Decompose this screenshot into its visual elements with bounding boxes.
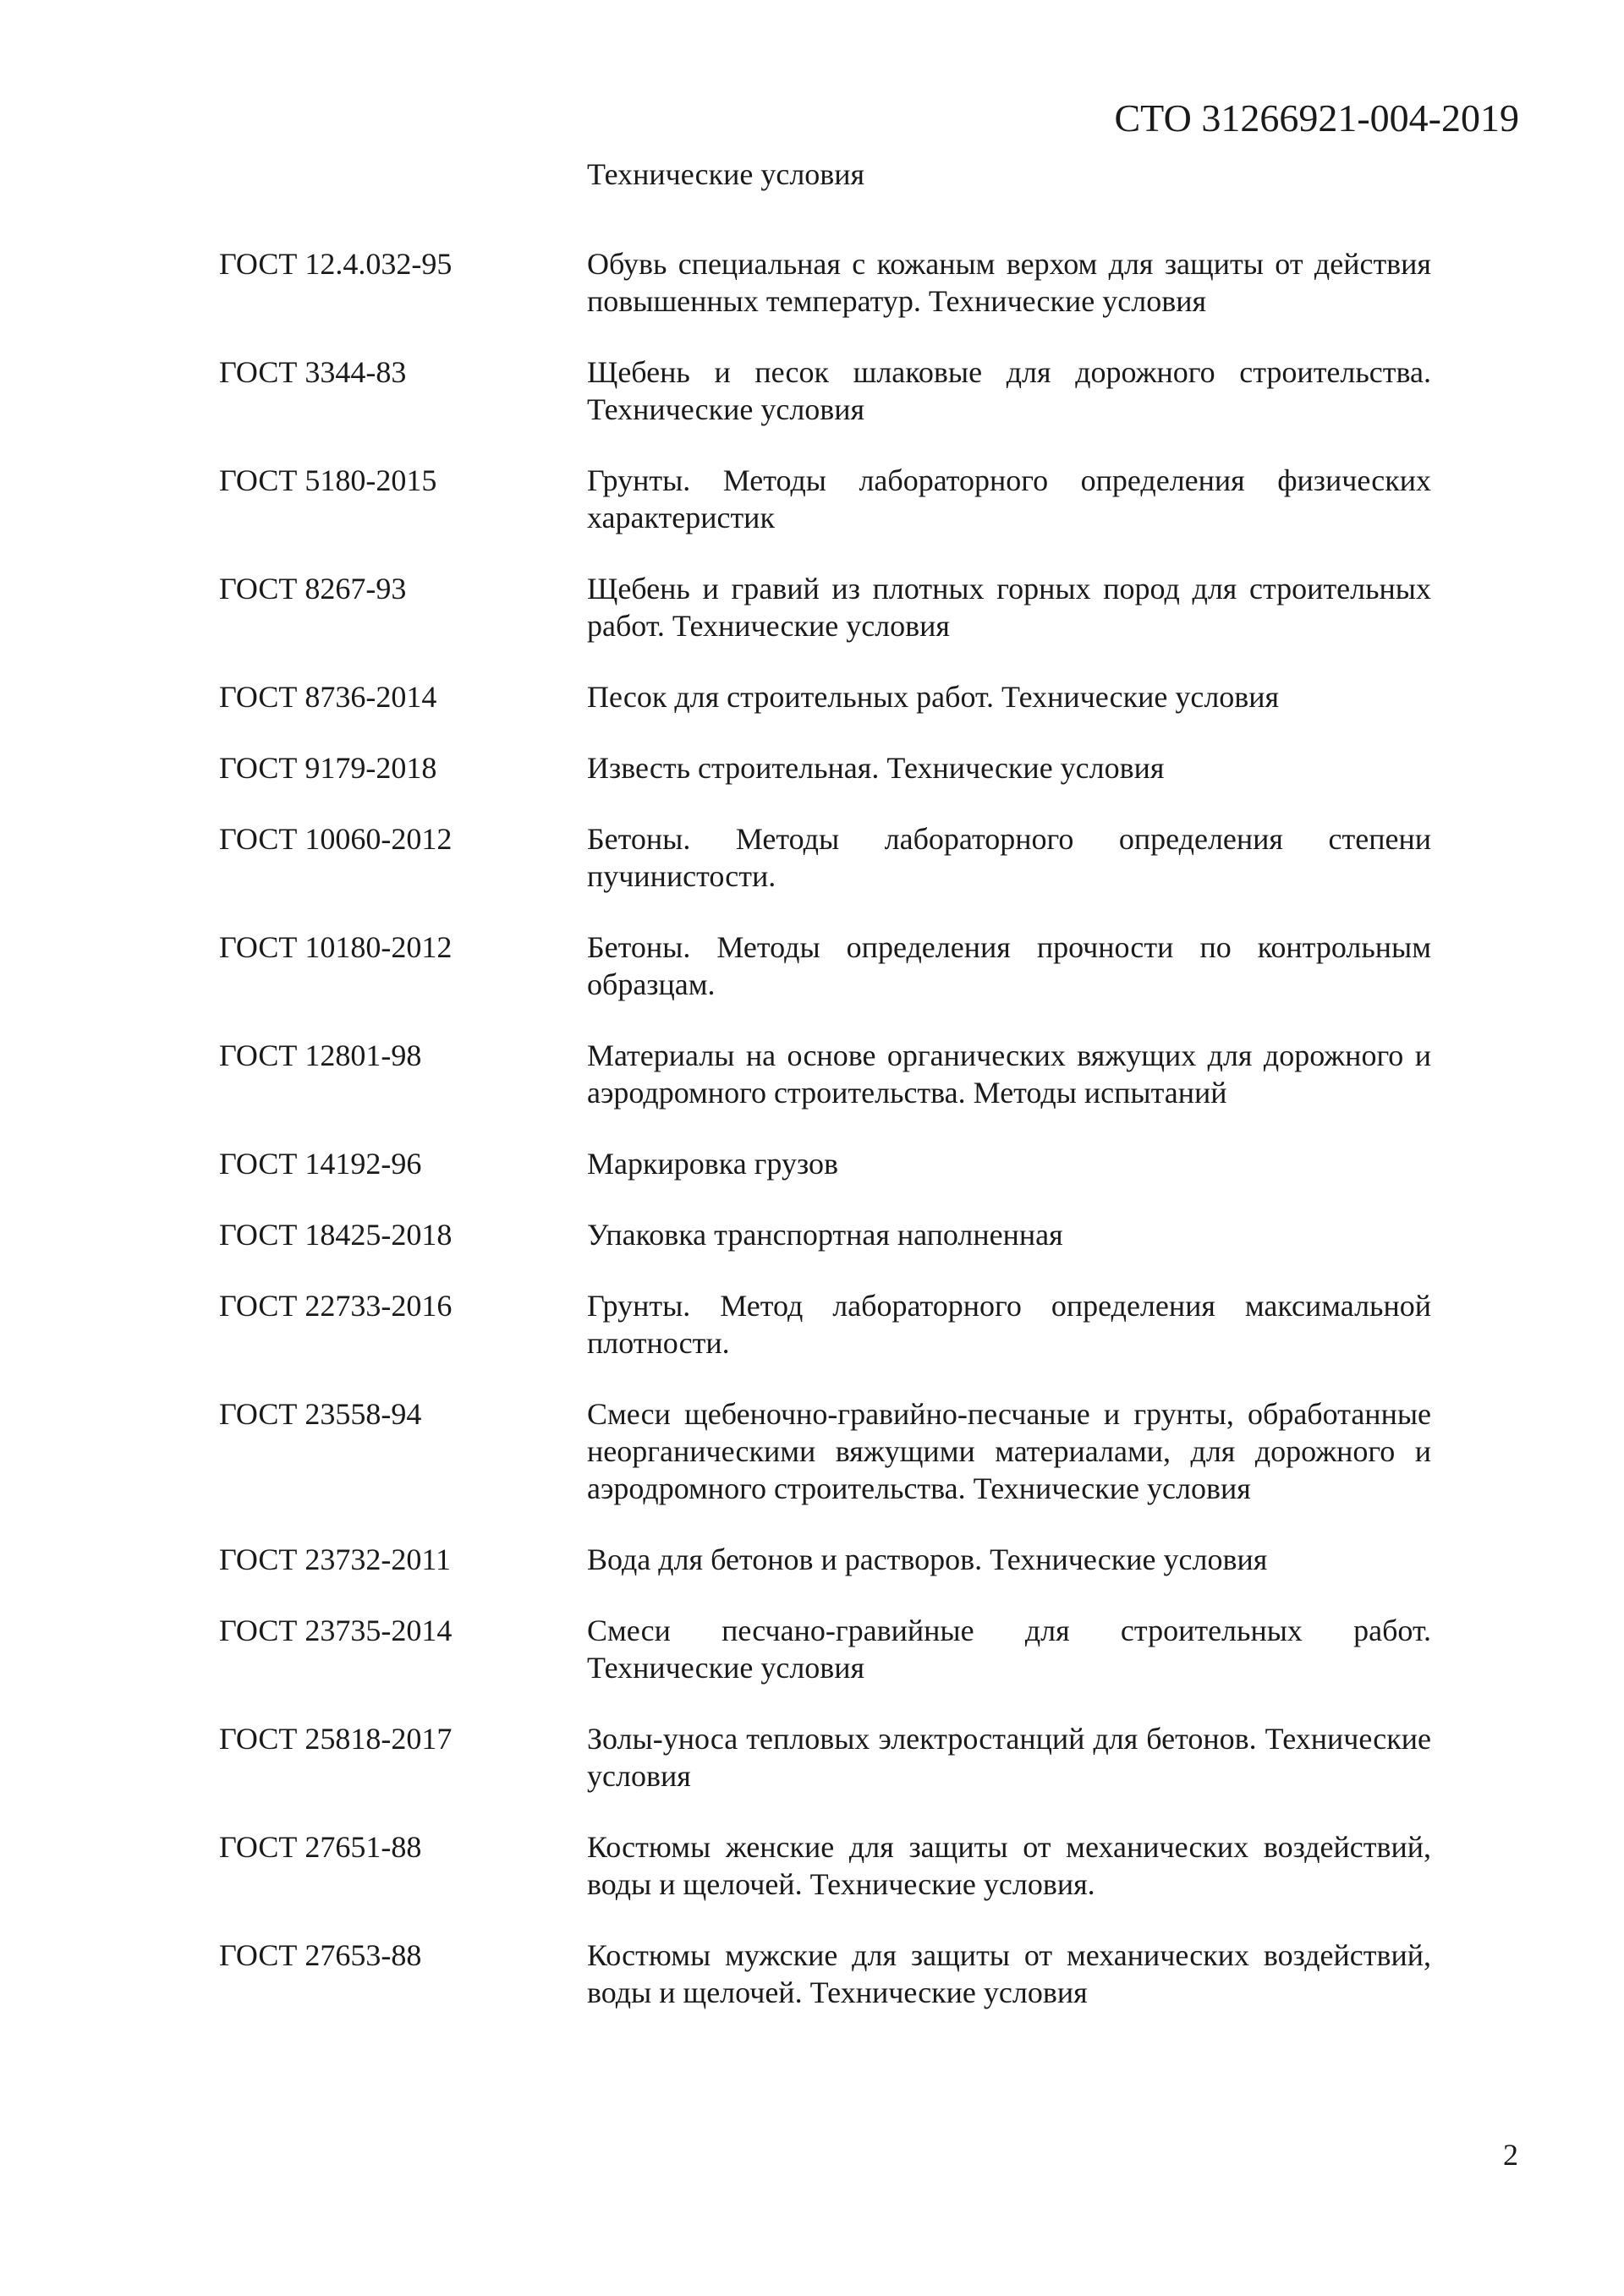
reference-code: ГОСТ 23558-94 bbox=[219, 1397, 422, 1431]
reference-title: Костюмы женские для защиты от механических воздействий, воды и щелочей. Технические условия. bbox=[587, 1830, 1431, 1901]
reference-list bbox=[219, 245, 1431, 2045]
reference-title: Упаковка транспортная наполненная bbox=[587, 1218, 1063, 1252]
reference-code: ГОСТ 9179-2018 bbox=[219, 751, 437, 785]
reference-code: ГОСТ 12.4.032-95 bbox=[219, 247, 453, 281]
reference-title: Смеси щебеночно-гравийно-песчаные и грунты, обработанные неорганическими вяжущими материалами, для дорожного и аэродромного строительства. Технические условия bbox=[587, 1397, 1431, 1505]
reference-title: Костюмы мужские для защиты от механических воздействий, воды и щелочей. Технические условия bbox=[587, 1938, 1431, 2009]
reference-code: ГОСТ 27651-88 bbox=[219, 1830, 422, 1864]
reference-row bbox=[219, 1037, 1431, 1111]
reference-code: ГОСТ 25818-2017 bbox=[219, 1722, 453, 1756]
reference-row bbox=[219, 929, 1431, 1003]
reference-row bbox=[219, 245, 1431, 320]
reference-row bbox=[219, 1216, 1431, 1253]
reference-code: ГОСТ 18425-2018 bbox=[219, 1218, 453, 1252]
reference-code: ГОСТ 12801-98 bbox=[219, 1038, 422, 1072]
document-code: СТО 31266921-004-2019 bbox=[1114, 96, 1519, 140]
reference-row bbox=[219, 1287, 1431, 1362]
reference-row bbox=[219, 820, 1431, 895]
reference-row bbox=[219, 1395, 1431, 1507]
page-number: 2 bbox=[1503, 2138, 1518, 2172]
reference-title: Обувь специальная с кожаным верхом для защиты от действия повышенных температур. Технические условия bbox=[587, 247, 1431, 318]
continued-title-line: Технические условия bbox=[587, 157, 865, 191]
reference-code: ГОСТ 5180-2015 bbox=[219, 463, 437, 497]
reference-code: ГОСТ 27653-88 bbox=[219, 1938, 422, 1972]
reference-row bbox=[219, 1720, 1431, 1795]
reference-title: Грунты. Метод лабораторного определения максимальной плотности. bbox=[587, 1289, 1431, 1360]
reference-title: Грунты. Методы лабораторного определения физических характеристик bbox=[587, 463, 1431, 534]
reference-row bbox=[219, 1145, 1431, 1182]
reference-code: ГОСТ 10180-2012 bbox=[219, 930, 453, 964]
reference-title: Смеси песчано-гравийные для строительных работ. Технические условия bbox=[587, 1614, 1431, 1685]
reference-row bbox=[219, 1937, 1431, 2011]
reference-title: Вода для бетонов и растворов. Технические условия bbox=[587, 1543, 1268, 1576]
reference-row bbox=[219, 570, 1431, 644]
reference-code: ГОСТ 3344-83 bbox=[219, 355, 407, 389]
reference-code: ГОСТ 8736-2014 bbox=[219, 680, 437, 714]
reference-code: ГОСТ 8267-93 bbox=[219, 572, 407, 606]
reference-title: Материалы на основе органических вяжущих для дорожного и аэродромного строительства. Методы испытаний bbox=[587, 1038, 1431, 1110]
reference-code: ГОСТ 10060-2012 bbox=[219, 822, 453, 856]
reference-title: Песок для строительных работ. Технические условия bbox=[587, 680, 1280, 714]
reference-title: Бетоны. Методы определения прочности по контрольным образцам. bbox=[587, 930, 1431, 1001]
reference-code: ГОСТ 23735-2014 bbox=[219, 1614, 453, 1647]
reference-title: Бетоны. Методы лабораторного определения степени пучинистости. bbox=[587, 822, 1431, 893]
reference-title: Известь строительная. Технические условия bbox=[587, 751, 1165, 785]
reference-row bbox=[219, 1541, 1431, 1578]
reference-code: ГОСТ 22733-2016 bbox=[219, 1289, 453, 1323]
reference-title: Щебень и песок шлаковые для дорожного строительства. Технические условия bbox=[587, 355, 1431, 426]
reference-code: ГОСТ 23732-2011 bbox=[219, 1543, 452, 1576]
reference-row bbox=[219, 353, 1431, 428]
reference-title: Маркировка грузов bbox=[587, 1147, 838, 1181]
reference-title: Щебень и гравий из плотных горных пород для строительных работ. Технические условия bbox=[587, 572, 1431, 643]
reference-row bbox=[219, 462, 1431, 536]
reference-row bbox=[219, 1612, 1431, 1686]
reference-row bbox=[219, 678, 1431, 715]
reference-row bbox=[219, 1828, 1431, 1903]
reference-title: Золы-уноса тепловых электростанций для бетонов. Технические условия bbox=[587, 1722, 1431, 1793]
reference-code: ГОСТ 14192-96 bbox=[219, 1147, 422, 1181]
reference-row bbox=[219, 749, 1431, 786]
